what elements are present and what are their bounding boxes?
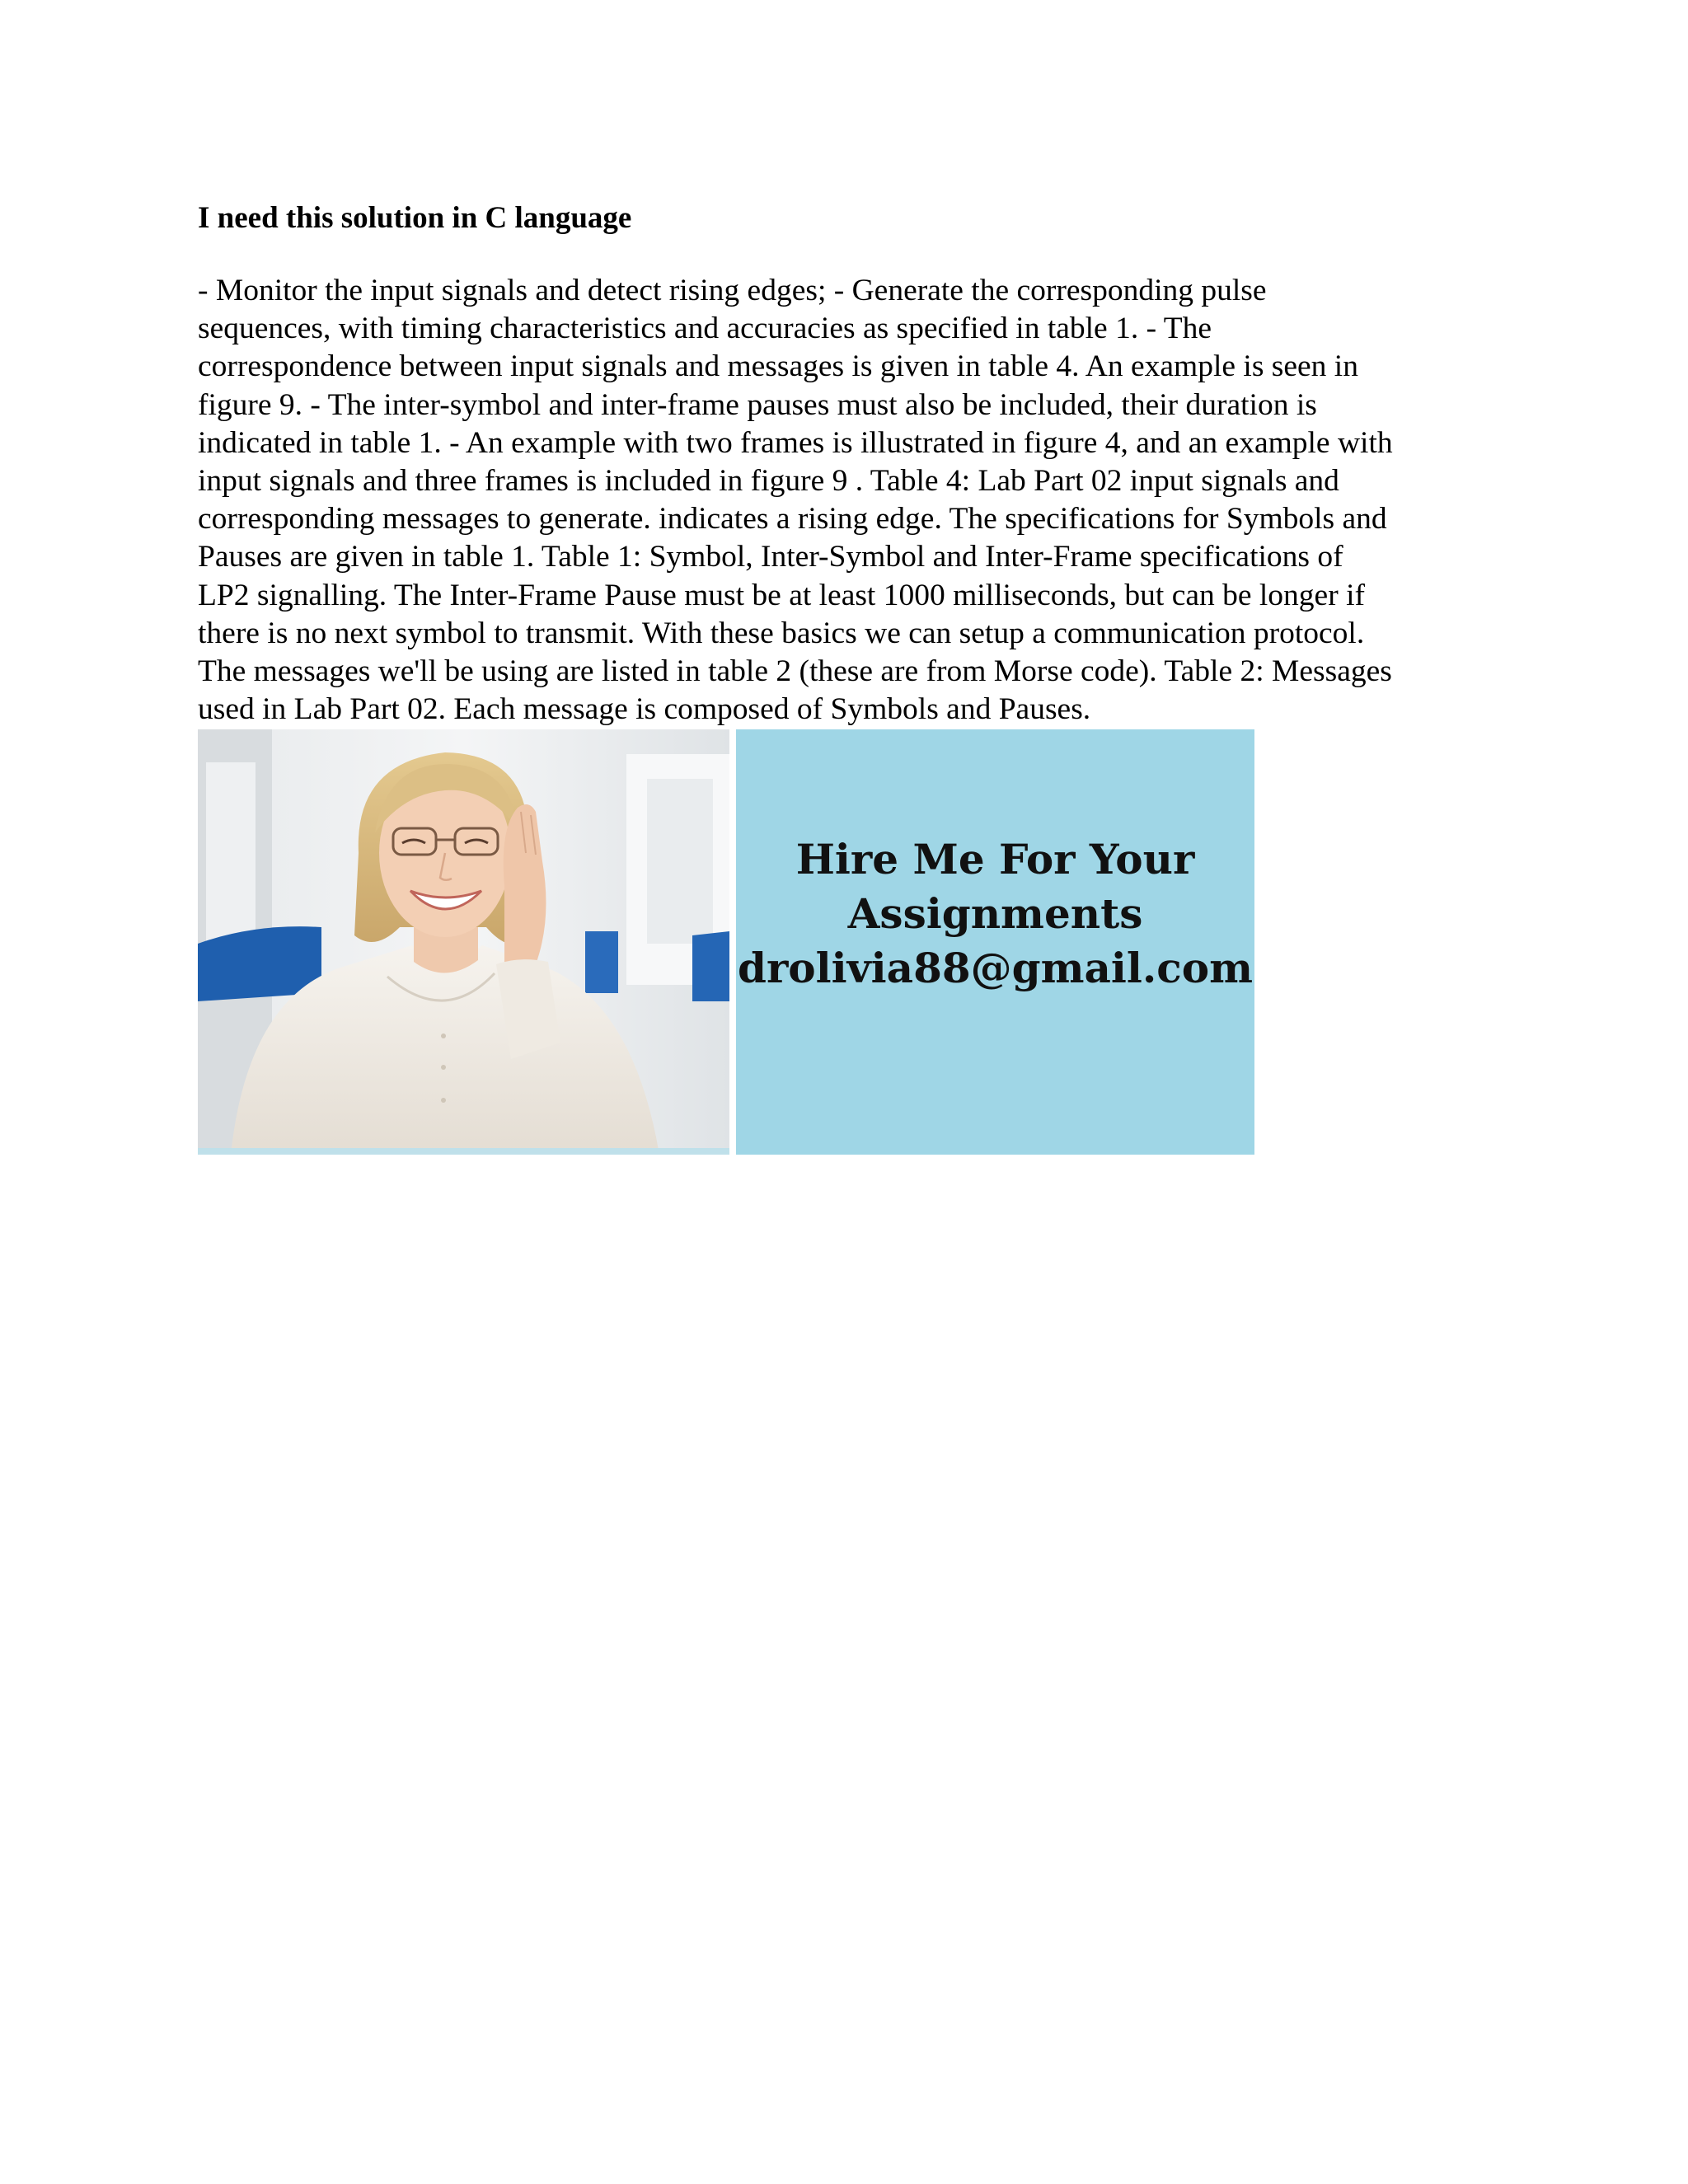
- paragraph-line: there is no next symbol to transmit. With these basics we can setup a communication protocol.: [198, 616, 1365, 650]
- paragraph-line: The messages we'll be using are listed in table 2 (these are from Morse code). Table 2: Messages: [198, 654, 1392, 689]
- paragraph-line: used in Lab Part 02. Each message is composed of Symbols and Pauses.: [198, 692, 1091, 727]
- paragraph-line: figure 9. - The inter-symbol and inter-frame pauses must also be included, their duration is: [198, 387, 1317, 422]
- paragraph-line: correspondence between input signals and messages is given in table 4. An example is seen in: [198, 349, 1358, 384]
- body-paragraph: [198, 272, 1484, 729]
- banner-headline: Hire Me For Your: [795, 835, 1195, 883]
- paragraph-line: Pauses are given in table 1. Table 1: Symbol, Inter-Symbol and Inter-Frame specifications of: [198, 540, 1343, 574]
- page-heading: I need this solution in C language: [198, 201, 632, 235]
- paragraph-line: - Monitor the input signals and detect rising edges; - Generate the corresponding pulse: [198, 274, 1267, 307]
- advertisement-banner: [198, 729, 1254, 1155]
- banner-ad-panel: [729, 729, 1254, 1155]
- paragraph-line: input signals and three frames is included in figure 9 . Table 4: Lab Part 02 input signals and: [198, 464, 1339, 499]
- banner-photo: [198, 729, 729, 1155]
- banner-subheadline: Assignments: [847, 889, 1143, 938]
- banner-email: drolivia88@gmail.com: [737, 944, 1254, 992]
- paragraph-line: indicated in table 1. - An example with two frames is illustrated in figure 4, and an example with: [198, 425, 1393, 460]
- paragraph-line: LP2 signalling. The Inter-Frame Pause must be at least 1000 milliseconds, but can be longer if: [198, 578, 1365, 612]
- paragraph-line: corresponding messages to generate. indicates a rising edge. The specifications for Symbols and: [198, 502, 1387, 537]
- paragraph-line: sequences, with timing characteristics and accuracies as specified in table 1. - The: [198, 312, 1212, 346]
